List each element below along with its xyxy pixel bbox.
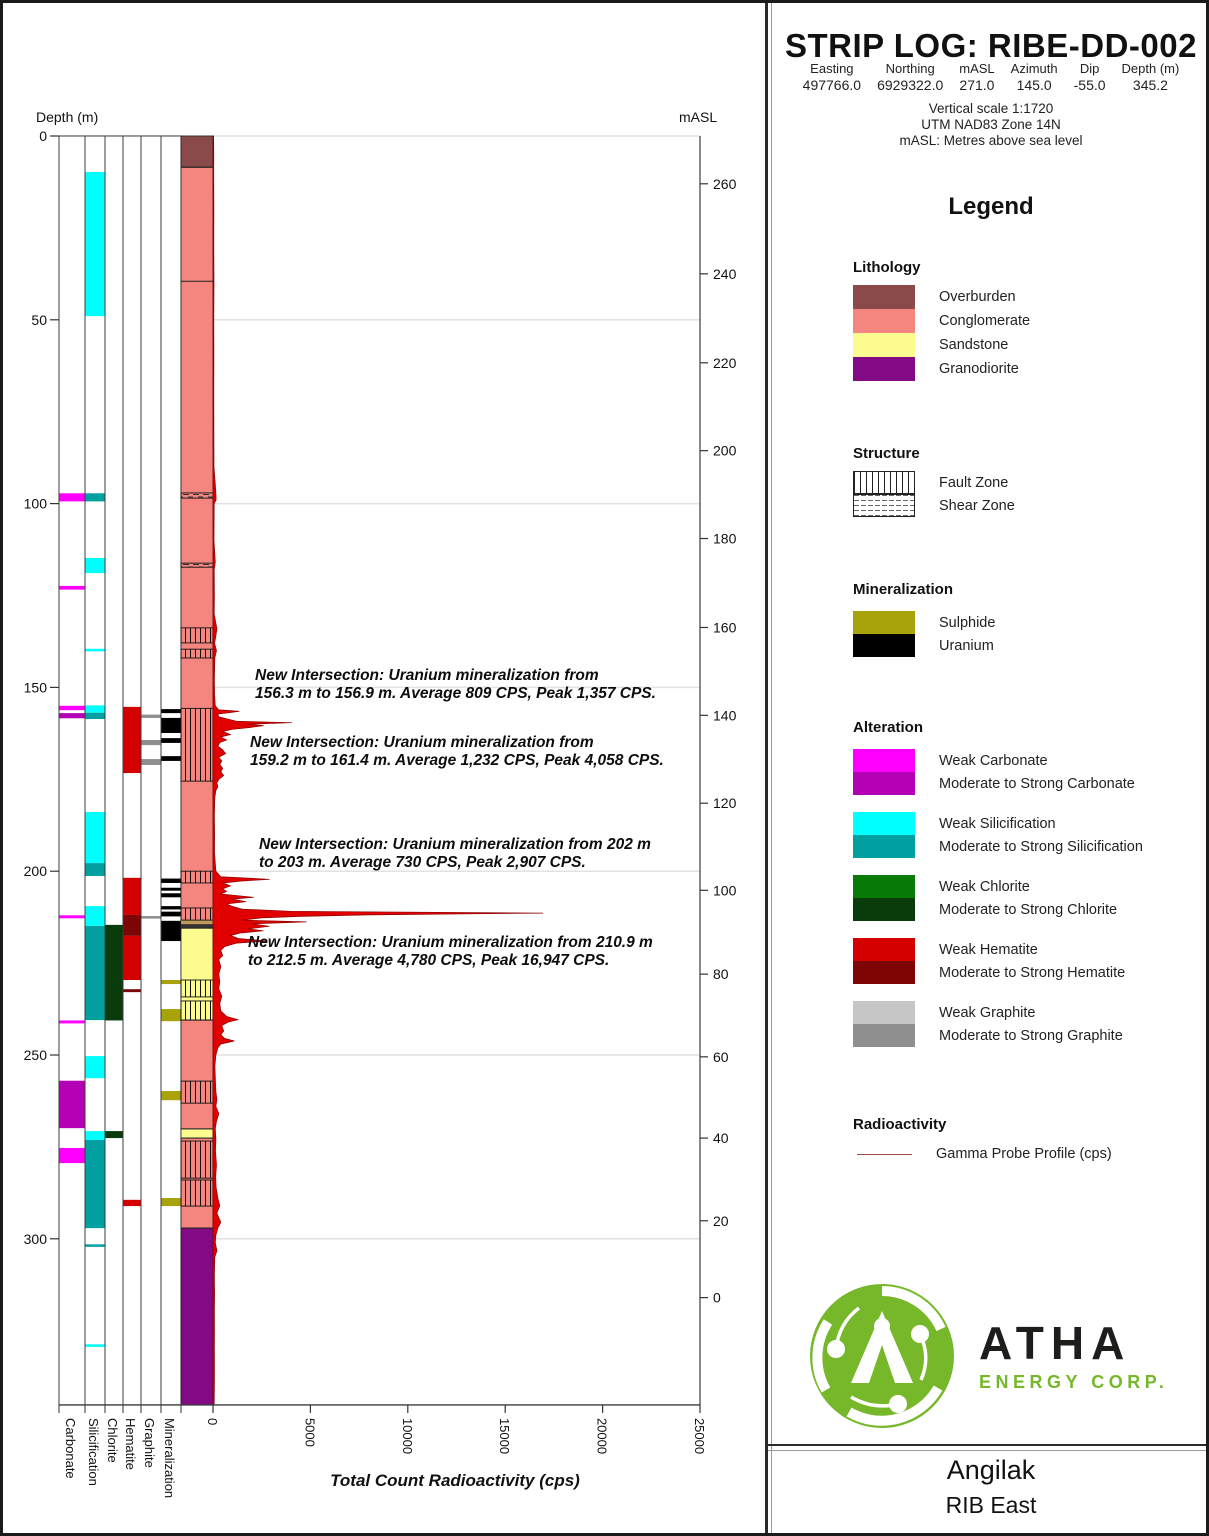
masl-tick-label: 220: [713, 354, 737, 371]
legend-item-label: Weak Silicification: [939, 815, 1056, 832]
legend-item-label: Sandstone: [939, 337, 1009, 353]
panel-divider-inner: [771, 3, 772, 1536]
masl-tick-label: 20: [713, 1212, 729, 1229]
legend-swatch: [853, 309, 915, 333]
silicification-interval: [86, 1131, 105, 1140]
intersection-annotation: [250, 734, 664, 770]
panel-divider: [765, 3, 768, 1536]
legend-item-label: Weak Chlorite: [939, 878, 1030, 895]
mineralization-interval: [162, 738, 181, 743]
track-label-mineralization: Mineralization: [162, 1417, 177, 1499]
cps-tick-label: 20000: [594, 1417, 610, 1455]
atha-logo-mark: [803, 1277, 961, 1435]
track-label-carbonate: Carbonate: [63, 1417, 78, 1479]
legend-item-label: Moderate to Strong Silicification: [939, 838, 1143, 855]
carbonate-interval: [60, 706, 85, 710]
carbonate-interval: [60, 713, 85, 718]
masl-axis-title: mASL: [679, 109, 718, 125]
note-scale: Vertical scale 1:1720: [928, 101, 1054, 116]
note-masl: mASL: Metres above sea level: [899, 132, 1083, 148]
cps-tick-label: 25000: [692, 1417, 707, 1455]
collar-field-label: Dip: [1079, 61, 1100, 76]
collar-field-value: 271.0: [959, 77, 995, 93]
legend-item-label: Gamma Probe Profile (cps): [936, 1146, 1112, 1162]
hematite-interval: [124, 878, 141, 915]
legend-item: [853, 611, 995, 634]
carbonate-interval: [60, 1081, 85, 1128]
mineralization-interval: [162, 879, 181, 883]
mineralization-interval: [162, 1091, 181, 1100]
collar-field: [877, 61, 943, 93]
fault-zone: [181, 1081, 213, 1103]
cps-tick-label: 15000: [497, 1417, 513, 1455]
company-logo: [803, 1271, 1183, 1441]
cps-tick-label: 0: [205, 1417, 220, 1426]
hematite-interval: [124, 707, 141, 773]
carbonate-interval: [60, 915, 85, 918]
depth-axis-title: Depth (m): [36, 109, 99, 125]
collar-field-value: 6929322.0: [877, 77, 944, 93]
mineralization-interval: [162, 718, 181, 733]
legend-item: [853, 812, 1056, 835]
track-carbonate: [59, 136, 85, 1405]
legend-item: [853, 1146, 1112, 1162]
masl-tick-label: 60: [713, 1048, 729, 1065]
intersection-annotation-line: New Intersection: Uranium mineralization from: [255, 667, 599, 684]
masl-tick-label: 140: [713, 707, 737, 724]
legend-section-header: Lithology: [853, 259, 921, 276]
legend-item: [853, 835, 1143, 858]
depth-tick-label: 250: [23, 1047, 47, 1063]
lithology-conglomerate: [181, 1020, 213, 1129]
legend-item-label: Sulphide: [939, 614, 996, 631]
fault-zone: [181, 1180, 213, 1206]
legend-item-label: Moderate to Strong Carbonate: [939, 775, 1135, 792]
lithology-granodiorite: [181, 1228, 213, 1405]
shear-zone: [181, 493, 213, 498]
mineralization-interval: [162, 906, 181, 909]
legend-item: [853, 961, 1125, 984]
collar-field: [1074, 61, 1106, 93]
info-panel: [773, 3, 1209, 1536]
project-footer: [773, 1455, 1209, 1519]
gamma-line-swatch: [857, 1154, 912, 1155]
collar-field: [959, 61, 994, 93]
carbonate-interval: [60, 586, 85, 590]
legend-item: [853, 309, 1030, 333]
fault-zone: [181, 1141, 213, 1178]
legend-item: [853, 634, 994, 657]
mineralization-interval: [162, 921, 181, 941]
silicification-interval: [86, 493, 105, 501]
masl-tick-label: 160: [713, 619, 737, 636]
legend-item: [853, 285, 1016, 309]
legend-item-label: Shear Zone: [939, 497, 1015, 514]
lithology-sandstone: [181, 1129, 213, 1138]
legend-swatch: [853, 898, 915, 921]
track-graphite: [141, 136, 161, 1405]
collar-field-value: 345.2: [1132, 77, 1168, 93]
silicification-interval: [86, 1056, 105, 1078]
legend-swatch: [853, 494, 915, 517]
legend-swatch: [853, 471, 915, 494]
track-label-graphite: Graphite: [142, 1417, 157, 1468]
note-utm: UTM NAD83 Zone 14N: [921, 116, 1061, 132]
intersection-annotation-line: New Intersection: Uranium mineralization from 210.9 m: [248, 934, 653, 951]
intersection-annotation-line: New Intersection: Uranium mineralization from 202 m: [259, 836, 651, 853]
legend-item: [853, 357, 1019, 381]
silicification-interval: [86, 558, 105, 573]
carbonate-interval: [60, 1148, 85, 1163]
lithology-thin-band: [181, 924, 213, 928]
legend-item-label: Fault Zone: [939, 474, 1009, 491]
legend-swatch: [853, 333, 915, 357]
legend-item-label: Moderate to Strong Graphite: [939, 1027, 1123, 1044]
masl-tick-label: 240: [713, 265, 737, 282]
silicification-interval: [86, 649, 105, 652]
legend-title: Legend: [948, 193, 1034, 220]
masl-tick-label: 200: [713, 442, 737, 459]
intersection-annotation-line: 159.2 m to 161.4 m. Average 1,232 CPS, Peak 4,058 CPS.: [250, 751, 664, 769]
silicification-interval: [86, 172, 105, 316]
collar-field: [803, 61, 861, 93]
hematite-interval: [124, 915, 141, 936]
project-name: Angilak: [946, 1455, 1036, 1485]
legend-item-label: Uranium: [939, 637, 994, 654]
legend-swatch: [853, 357, 915, 381]
silicification-interval: [86, 1140, 105, 1228]
lithology-thin-band: [181, 920, 213, 923]
hematite-interval: [124, 989, 141, 992]
legend-swatch: [853, 835, 915, 858]
collar-field: [1011, 61, 1058, 93]
graphite-interval: [142, 916, 161, 919]
logo-name: ATHA: [979, 1316, 1132, 1369]
legend-item: [853, 1001, 1035, 1024]
masl-tick-label: 80: [713, 966, 729, 983]
depth-tick-label: 300: [23, 1230, 47, 1247]
graphite-interval: [142, 759, 161, 765]
legend-item-label: Overburden: [939, 289, 1016, 305]
silicification-interval: [86, 1244, 105, 1247]
footer-separator-inner: [768, 1450, 1209, 1451]
collar-field-label: Northing: [885, 61, 935, 76]
track-mineralization: [161, 136, 181, 1405]
depth-tick-label: 150: [23, 679, 47, 696]
legend-item: [853, 938, 1038, 961]
fault-zone: [181, 628, 213, 643]
silicification-interval: [86, 863, 105, 876]
collar-field-label: mASL: [959, 61, 995, 76]
mineralization-interval: [162, 980, 181, 984]
gamma-probe-profile: [213, 136, 543, 1405]
track-label-chlorite: Chlorite: [105, 1417, 120, 1463]
depth-tick-label: 0: [39, 128, 47, 144]
carbonate-interval: [60, 1020, 85, 1023]
legend-item-label: Weak Hematite: [939, 941, 1038, 958]
map-notes: [773, 101, 1209, 149]
legend-item: [853, 494, 1015, 517]
collar-field-label: Azimuth: [1010, 61, 1058, 76]
legend-swatch: [853, 285, 915, 309]
legend-item: [853, 1024, 1123, 1047]
mineralization-interval: [162, 888, 181, 891]
carbonate-interval: [60, 493, 85, 501]
collar-info: [773, 61, 1209, 93]
silicification-interval: [86, 713, 105, 719]
depth-tick-label: 200: [23, 863, 47, 880]
legend-item: [853, 333, 1008, 357]
collar-field: [1122, 61, 1180, 93]
silicification-interval: [86, 812, 105, 863]
fault-zone: [181, 908, 213, 920]
masl-tick-label: 40: [713, 1130, 729, 1147]
fault-zone: [181, 1001, 213, 1020]
shear-zone: [181, 563, 213, 567]
masl-tick-label: 100: [713, 882, 737, 899]
masl-tick-label: 120: [713, 795, 737, 812]
legend-section-header: Mineralization: [853, 581, 954, 598]
mineralization-interval: [162, 912, 181, 917]
legend-section-header: Radioactivity: [853, 1116, 947, 1133]
legend-swatch: [853, 961, 915, 984]
chlorite-interval: [106, 925, 123, 1021]
intersection-annotation: [248, 934, 653, 970]
fault-zone: [181, 980, 213, 997]
legend-swatch: [853, 749, 915, 772]
legend-swatch: [853, 812, 915, 835]
legend-swatch: [853, 1001, 915, 1024]
mineralization-interval: [162, 1198, 181, 1206]
track-chlorite: [105, 136, 123, 1405]
collar-field-value: -55.0: [1073, 77, 1106, 93]
cps-tick-label: 5000: [302, 1417, 318, 1447]
intersection-annotation-line: 156.3 m to 156.9 m. Average 809 CPS, Peak 1,357 CPS.: [255, 684, 656, 702]
legend-item-label: Weak Graphite: [939, 1004, 1036, 1021]
footer-separator: [768, 1444, 1209, 1446]
legend-swatch: [853, 1024, 915, 1047]
graphite-interval: [142, 715, 161, 718]
lithology-overburden: [181, 136, 213, 167]
legend-swatch: [853, 634, 915, 657]
legend-swatch: [853, 772, 915, 795]
silicification-interval: [86, 906, 105, 926]
collar-field-label: Easting: [810, 61, 854, 76]
depth-tick-label: 100: [23, 495, 47, 512]
intersection-annotation-line: to 203 m. Average 730 CPS, Peak 2,907 CPS.: [259, 853, 586, 871]
legend-item: [853, 772, 1135, 795]
legend-item-label: Moderate to Strong Hematite: [939, 964, 1126, 981]
mineralization-interval: [162, 893, 181, 897]
cps-tick-label: 10000: [399, 1417, 415, 1455]
intersection-annotation-line: New Intersection: Uranium mineralization from: [250, 734, 594, 751]
hematite-interval: [124, 1200, 141, 1206]
depth-tick-label: 50: [31, 311, 47, 328]
legend-item: [853, 898, 1117, 921]
collar-field-label: Depth (m): [1121, 61, 1180, 76]
masl-tick-label: 180: [713, 530, 737, 547]
legend-item: [853, 749, 1048, 772]
page-title: STRIP LOG: RIBE-DD-002: [785, 27, 1197, 64]
fault-zone: [181, 649, 213, 658]
silicification-interval: [86, 705, 105, 712]
intersection-annotation: [259, 836, 651, 872]
mineralization-interval: [162, 709, 181, 713]
hematite-interval: [124, 936, 141, 980]
mineralization-interval: [162, 1009, 181, 1021]
collar-field-value: 497766.0: [802, 77, 862, 93]
fault-zone: [181, 871, 213, 883]
legend-section-header: Structure: [853, 445, 920, 462]
logo-subtitle: ENERGY CORP.: [979, 1371, 1169, 1392]
fault-zone: [181, 708, 213, 781]
legend-swatch: [853, 875, 915, 898]
intersection-annotation-line: to 212.5 m. Average 4,780 CPS, Peak 16,947 CPS.: [248, 951, 610, 969]
silicification-interval: [86, 926, 105, 1020]
masl-tick-label: 260: [713, 175, 737, 192]
legend-item-label: Granodiorite: [939, 361, 1019, 377]
legend-swatch: [853, 938, 915, 961]
legend-swatch: [853, 611, 915, 634]
silicification-interval: [86, 1344, 105, 1347]
project-area: RIB East: [945, 1492, 1037, 1518]
graphite-interval: [142, 740, 161, 745]
masl-tick-label: 0: [713, 1289, 721, 1306]
legend-item-label: Moderate to Strong Chlorite: [939, 901, 1118, 918]
track-label-hematite: Hematite: [123, 1417, 138, 1470]
track-label-silicification: Silicification: [86, 1417, 101, 1486]
intersection-annotation: [255, 667, 656, 703]
legend-item: [853, 471, 1008, 494]
legend-section-header: Alteration: [853, 719, 924, 736]
strip-log-plot: [3, 3, 765, 1536]
radioactivity-axis-title: Total Count Radioactivity (cps): [330, 1471, 580, 1490]
legend-item-label: Conglomerate: [939, 313, 1031, 329]
mineralization-interval: [162, 756, 181, 761]
chlorite-interval: [106, 1131, 123, 1138]
collar-field-value: 145.0: [1016, 77, 1052, 93]
legend-item-label: Weak Carbonate: [939, 752, 1048, 769]
legend-item: [853, 875, 1030, 898]
